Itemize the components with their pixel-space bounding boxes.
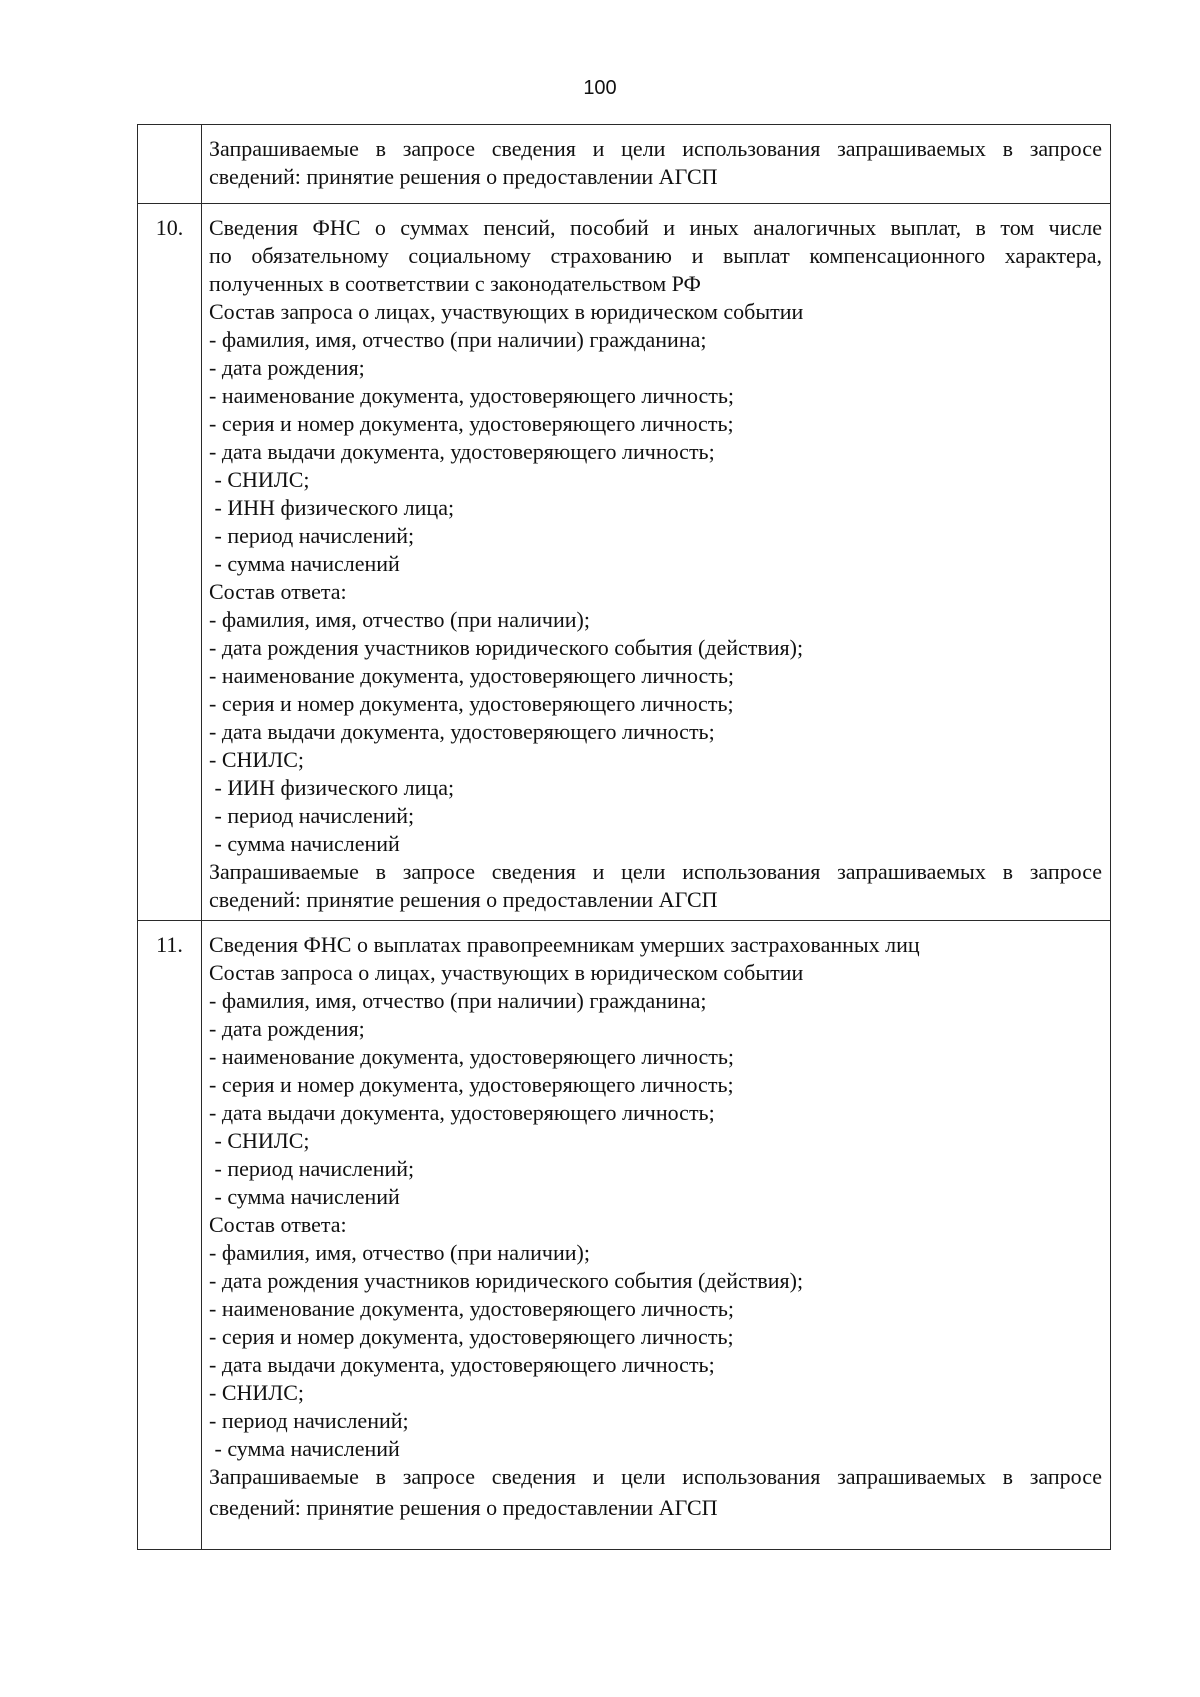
requirements-table bbox=[137, 124, 1111, 1550]
text-line: - СНИЛС; bbox=[209, 1380, 304, 1405]
table-row-10 bbox=[138, 204, 1111, 921]
text-line: - сумма начислений bbox=[209, 1184, 400, 1209]
text-line: - фамилия, имя, отчество (при наличии); bbox=[209, 1240, 590, 1265]
text-line: - период начислений; bbox=[209, 803, 415, 828]
row-number-cell: 11. bbox=[138, 921, 202, 1550]
text-line: - дата рождения; bbox=[209, 355, 365, 380]
row-number-cell: 10. bbox=[138, 204, 202, 921]
page-number: 100 bbox=[583, 77, 617, 99]
text-line: Сведения ФНС о суммах пенсий, пособий и иных аналогичных выплат, в том числе bbox=[209, 215, 1102, 240]
text-line: - фамилия, имя, отчество (при наличии); bbox=[209, 607, 590, 632]
text-line: - наименование документа, удостоверяющего личность; bbox=[209, 663, 735, 688]
text-line: - период начислений; bbox=[209, 523, 415, 548]
table-row-11 bbox=[138, 921, 1111, 1550]
row-text-cell bbox=[202, 125, 1111, 204]
text-line: - сумма начислений bbox=[209, 831, 400, 856]
text-line: - наименование документа, удостоверяющего личность; bbox=[209, 383, 735, 408]
text-line: - дата выдачи документа, удостоверяющего личность; bbox=[209, 1352, 715, 1377]
text-line: Состав ответа: bbox=[209, 579, 347, 604]
text-line: - наименование документа, удостоверяющего личность; bbox=[209, 1296, 735, 1321]
text-line: - сумма начислений bbox=[209, 1436, 400, 1461]
text-line: - фамилия, имя, отчество (при наличии) гражданина; bbox=[209, 327, 707, 352]
text-line: - фамилия, имя, отчество (при наличии) гражданина; bbox=[209, 988, 707, 1013]
text-line: - ИНН физического лица; bbox=[209, 495, 455, 520]
text-line: сведений: принятие решения о предоставлении АГСП bbox=[209, 887, 718, 912]
text-line: - серия и номер документа, удостоверяющего личность; bbox=[209, 411, 734, 436]
text-line: Состав ответа: bbox=[209, 1212, 347, 1237]
text-line: - СНИЛС; bbox=[209, 1128, 310, 1153]
text-line: - дата выдачи документа, удостоверяющего личность; bbox=[209, 1100, 715, 1125]
text-line: Запрашиваемые в запросе сведения и цели использования запрашиваемых в запросе bbox=[209, 1464, 1102, 1489]
text-line: - период начислений; bbox=[209, 1156, 415, 1181]
text-line: - серия и номер документа, удостоверяющего личность; bbox=[209, 691, 734, 716]
text-line: - серия и номер документа, удостоверяющего личность; bbox=[209, 1324, 734, 1349]
text-line: Сведения ФНС о выплатах правопреемникам умерших застрахованных лиц bbox=[209, 932, 920, 957]
row-text-cell bbox=[202, 921, 1111, 1550]
text-line: - дата выдачи документа, удостоверяющего личность; bbox=[209, 439, 715, 464]
text-line: - дата рождения; bbox=[209, 1016, 365, 1041]
row-number-cell bbox=[138, 125, 202, 204]
text-line: - период начислений; bbox=[209, 1408, 409, 1433]
text-line: - СНИЛС; bbox=[209, 467, 310, 492]
text-line: Запрашиваемые в запросе сведения и цели использования запрашиваемых в запросе bbox=[209, 136, 1102, 161]
row-text-cell bbox=[202, 204, 1111, 921]
text-line: полученных в соответствии с законодательством РФ bbox=[209, 271, 701, 296]
text-line: - ИИН физического лица; bbox=[209, 775, 455, 800]
text-line: - сумма начислений bbox=[209, 551, 400, 576]
text-line: сведений: принятие решения о предоставлении АГСП bbox=[209, 164, 718, 189]
text-line: - дата рождения участников юридического события (действия); bbox=[209, 1268, 804, 1293]
text-line: - СНИЛС; bbox=[209, 747, 304, 772]
text-line: Состав запроса о лицах, участвующих в юридическом событии bbox=[209, 299, 804, 324]
text-line: Состав запроса о лицах, участвующих в юридическом событии bbox=[209, 960, 804, 985]
text-line: Запрашиваемые в запросе сведения и цели использования запрашиваемых в запросе bbox=[209, 859, 1102, 884]
text-line: по обязательному социальному страхованию и выплат компенсационного характера, bbox=[209, 243, 1102, 268]
text-line: сведений: принятие решения о предоставлении АГСП bbox=[209, 1495, 718, 1520]
text-line: - наименование документа, удостоверяющего личность; bbox=[209, 1044, 735, 1069]
text-line: - дата выдачи документа, удостоверяющего личность; bbox=[209, 719, 715, 744]
table-row-continuation bbox=[138, 125, 1111, 204]
text-line: - серия и номер документа, удостоверяющего личность; bbox=[209, 1072, 734, 1097]
text-line: - дата рождения участников юридического события (действия); bbox=[209, 635, 804, 660]
